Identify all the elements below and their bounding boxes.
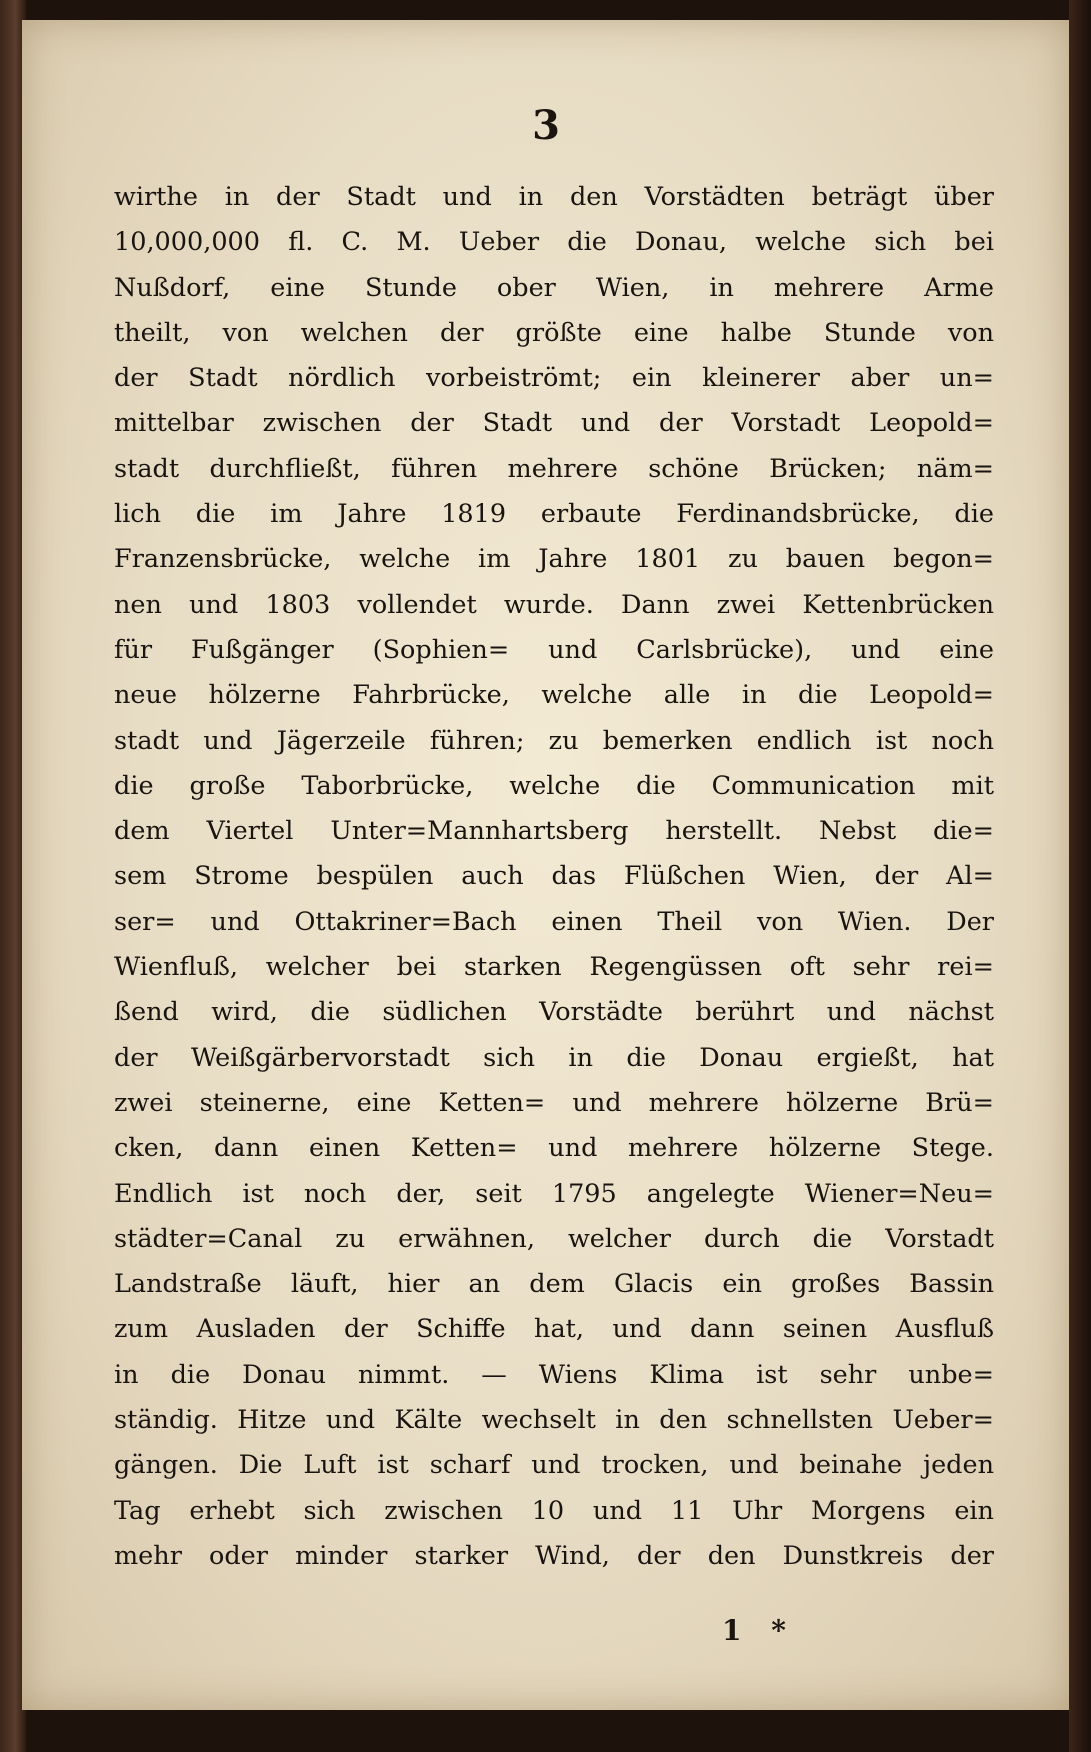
text-line: nen und 1803 vollendet wurde. Dann zwei Kettenbrücken <box>114 589 994 620</box>
text-line: 10,000,000 fl. C. M. Ueber die Donau, welche sich bei <box>114 227 994 258</box>
text-line: ständig. Hitze und Kälte wechselt in den schnellsten Ueber= <box>114 1405 994 1436</box>
text-line: Nußdorf, eine Stunde ober Wien, in mehrere Arme <box>114 272 994 303</box>
text-line: städter=Canal zu erwähnen, welcher durch die Vorstadt <box>114 1223 994 1254</box>
text-line: zum Ausladen der Schiffe hat, und dann seinen Ausfluß <box>114 1314 994 1345</box>
body-text <box>114 175 994 1579</box>
text-line: zwei steinerne, eine Ketten= und mehrere hölzerne Brü= <box>114 1087 994 1118</box>
book-cover-edge <box>1069 0 1091 1752</box>
text-line: die große Taborbrücke, welche die Communication mit <box>114 770 994 801</box>
text-line: Wienfluß, welcher bei starken Regengüssen oft sehr rei= <box>114 952 994 983</box>
text-line: theilt, von welchen der größte eine halbe Stunde von <box>114 317 994 348</box>
text-line: gängen. Die Luft ist scharf und trocken, und beinahe jeden <box>114 1450 994 1481</box>
text-line: Tag erhebt sich zwischen 10 und 11 Uhr Morgens ein <box>114 1495 994 1526</box>
text-line: Franzensbrücke, welche im Jahre 1801 zu bauen begon= <box>114 544 994 575</box>
text-line: Landstraße läuft, hier an dem Glacis ein großes Bassin <box>114 1269 994 1300</box>
page-number: 3 <box>532 102 560 149</box>
text-line: der Weißgärbervorstadt sich in die Donau ergießt, hat <box>114 1042 994 1073</box>
text-line: in die Donau nimmt. — Wiens Klima ist sehr unbe= <box>114 1359 994 1390</box>
text-line: mittelbar zwischen der Stadt und der Vorstadt Leopold= <box>114 408 994 439</box>
text-line: ßend wird, die südlichen Vorstädte berührt und nächst <box>114 997 994 1028</box>
text-line: wirthe in der Stadt und in den Vorstädten beträgt über <box>114 182 994 212</box>
text-line: stadt durchfließt, führen mehrere schöne Brücken; näm= <box>114 453 994 484</box>
text-line: mehr oder minder starker Wind, der den Dunstkreis der <box>114 1540 994 1571</box>
text-line: sem Strome bespülen auch das Flüßchen Wien, der Al= <box>114 861 994 892</box>
printer-signature-mark: 1 * <box>722 1614 796 1647</box>
text-line: für Fußgänger (Sophien= und Carlsbrücke), und eine <box>114 634 994 665</box>
text-line: lich die im Jahre 1819 erbaute Ferdinandsbrücke, die <box>114 499 994 530</box>
text-line: cken, dann einen Ketten= und mehrere hölzerne Stege. <box>114 1133 994 1164</box>
text-line: dem Viertel Unter=Mannhartsberg herstellt. Nebst die= <box>114 816 994 847</box>
text-line: ser= und Ottakriner=Bach einen Theil von Wien. Der <box>114 906 994 937</box>
paper-page <box>22 20 1070 1710</box>
text-line: der Stadt nördlich vorbeiströmt; ein kleinerer aber un= <box>114 363 994 394</box>
text-line: stadt und Jägerzeile führen; zu bemerken endlich ist noch <box>114 725 994 756</box>
text-line: Endlich ist noch der, seit 1795 angelegte Wiener=Neu= <box>114 1178 994 1209</box>
text-line: neue hölzerne Fahrbrücke, welche alle in die Leopold= <box>114 680 994 711</box>
